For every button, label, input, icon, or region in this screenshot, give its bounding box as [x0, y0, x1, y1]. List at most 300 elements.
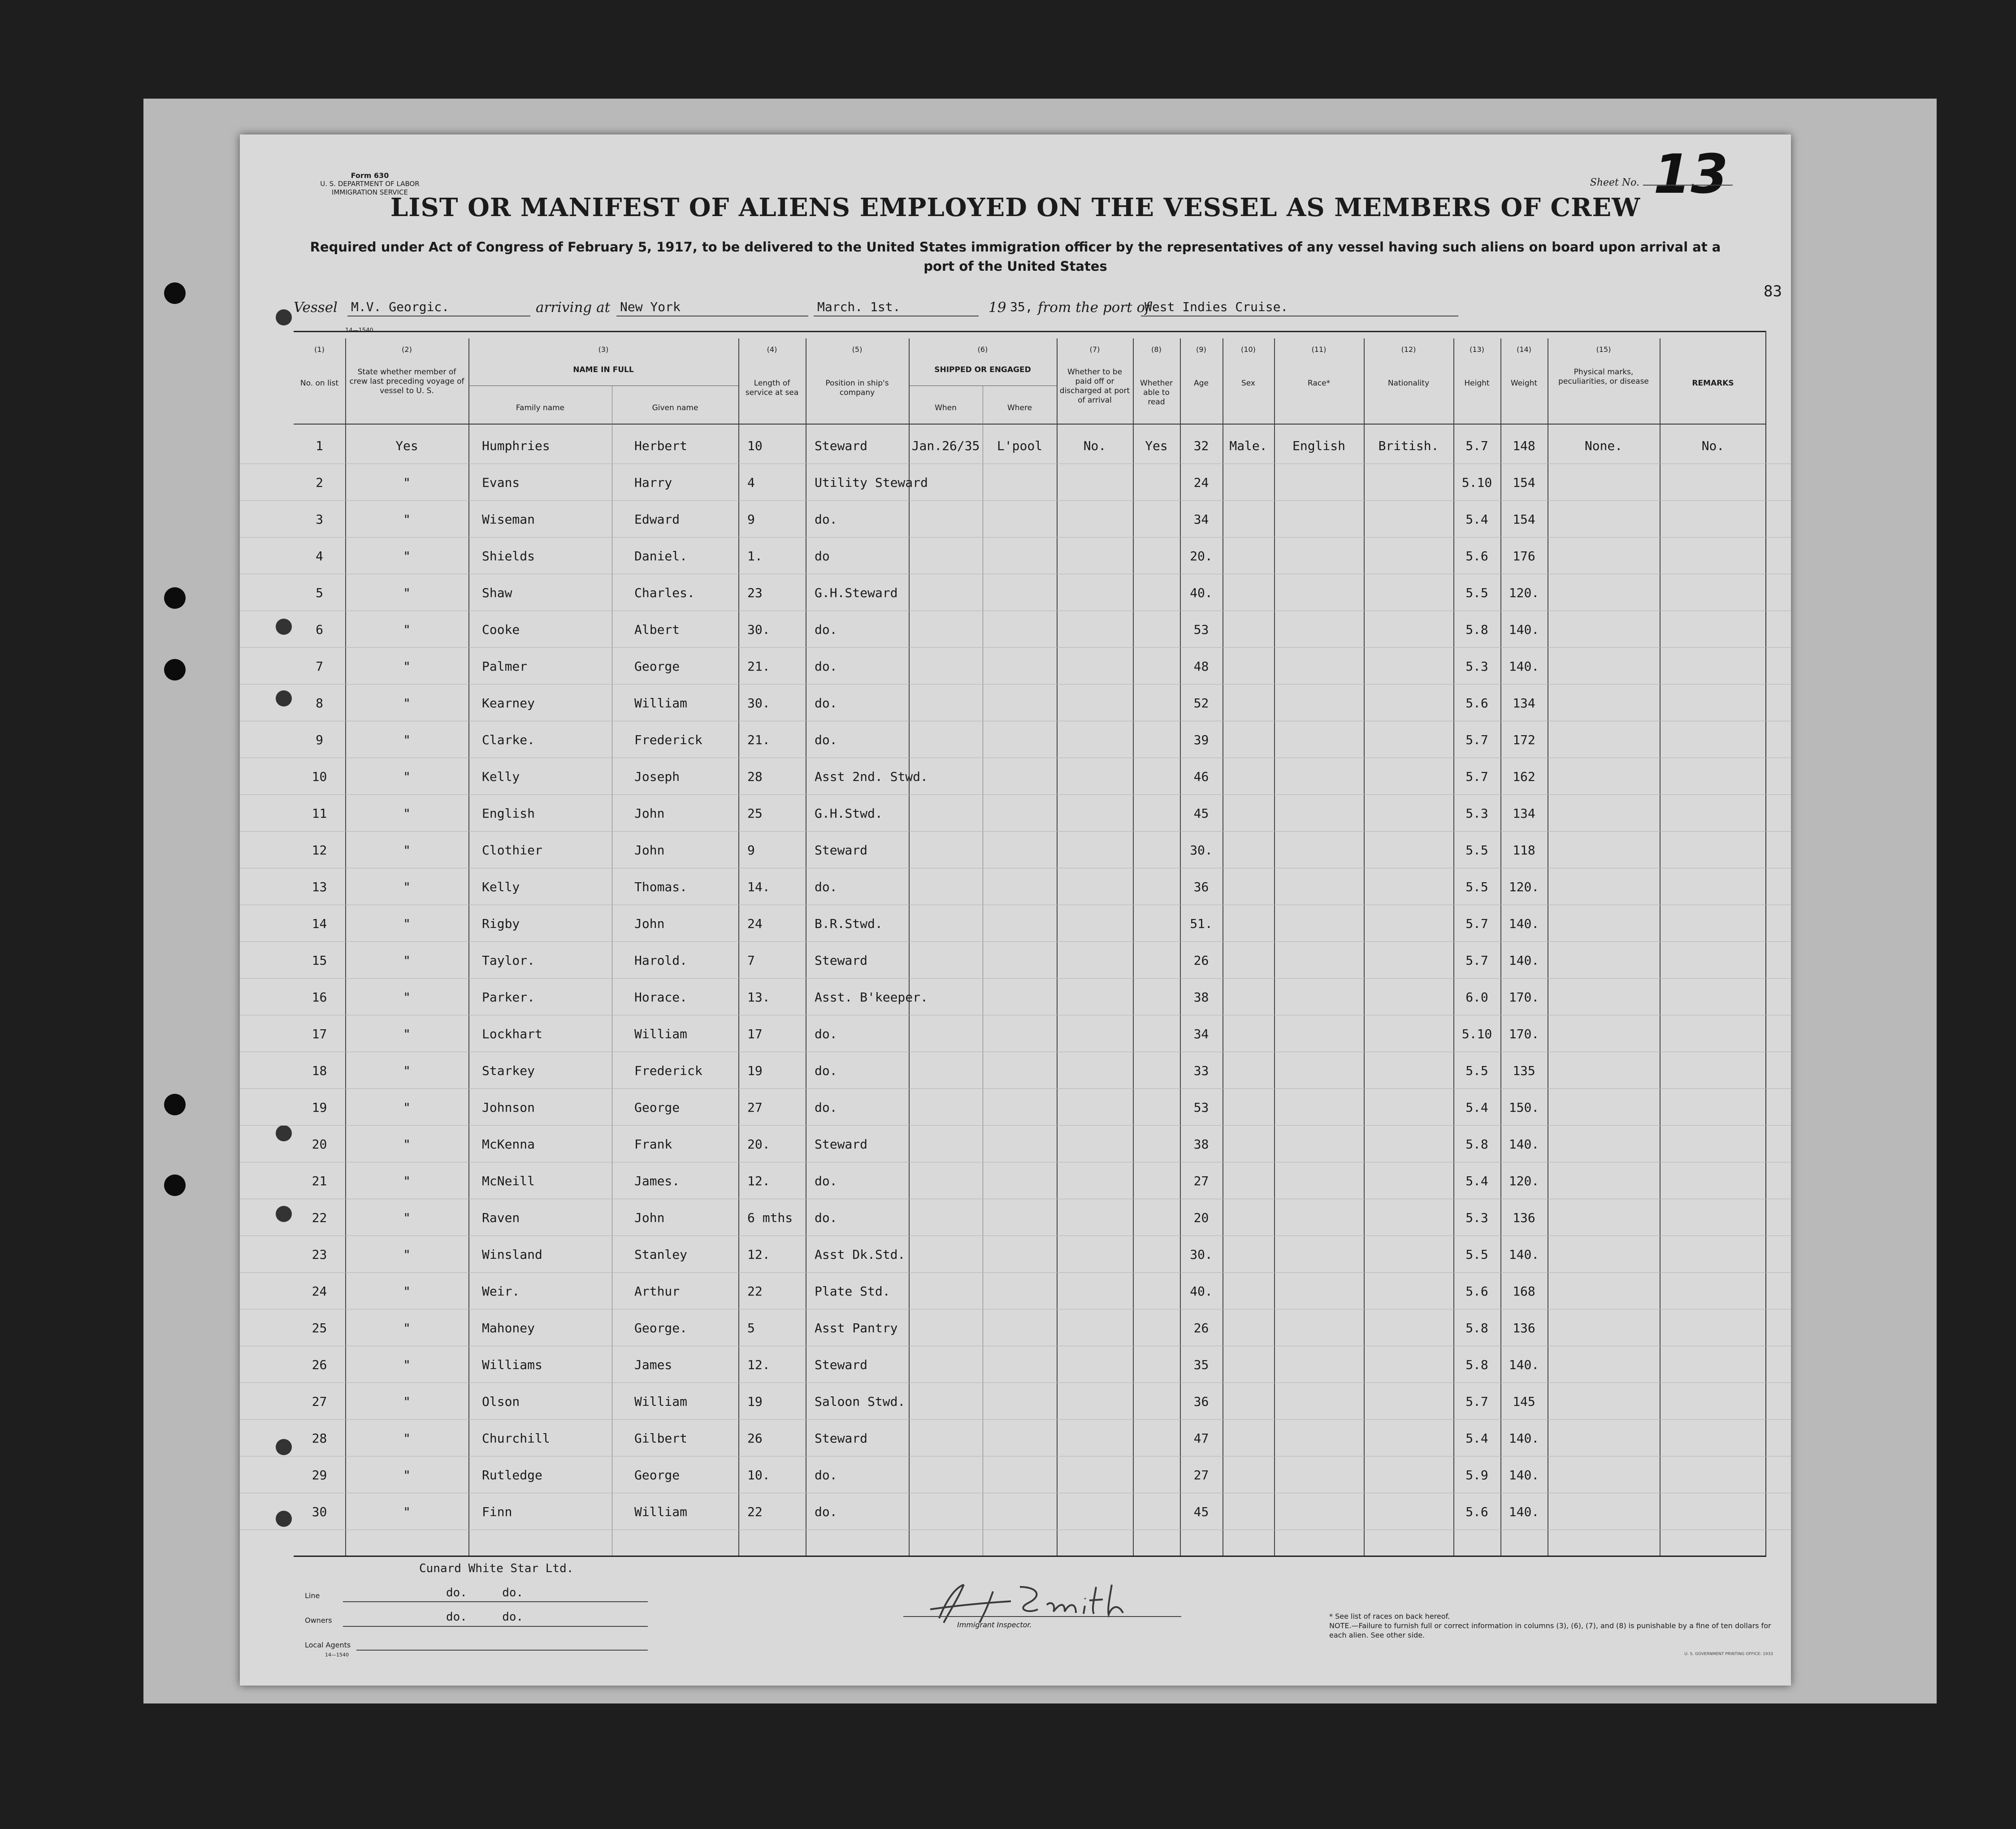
column-header: SHIPPED OR ENGAGED	[934, 365, 1031, 374]
cell-height: 5.7	[1465, 953, 1488, 968]
table-row	[240, 1019, 1791, 1052]
cell-height: 5.4	[1465, 1100, 1488, 1115]
cell-family: Mahoney	[482, 1321, 535, 1335]
cell-age: 27	[1193, 1174, 1209, 1188]
cell-service: 23	[747, 585, 763, 600]
punch-hole	[164, 1175, 186, 1196]
table-row	[240, 1349, 1791, 1383]
cell-given: Harry	[634, 475, 672, 490]
cell-prev: "	[403, 659, 411, 674]
cell-family: Shaw	[482, 585, 512, 600]
cell-family: Clarke.	[482, 732, 535, 747]
cell-age: 53	[1193, 1100, 1209, 1115]
table-row	[240, 1202, 1791, 1236]
column-subheader: Given name	[652, 403, 698, 412]
cell-height: 6.0	[1465, 990, 1488, 1005]
column-header: REMARKS	[1692, 379, 1734, 388]
cell-weight: 118	[1513, 843, 1535, 858]
cell-prev: "	[403, 806, 411, 821]
column-header: Position in ship's company	[825, 379, 889, 397]
sheet-number: 13	[1653, 143, 1728, 206]
cell-family: English	[482, 806, 535, 821]
table-row	[240, 614, 1791, 648]
table-row	[240, 724, 1791, 758]
cell-no: 21	[312, 1174, 327, 1188]
cell-position: Plate Std.	[815, 1284, 890, 1299]
cell-family: Johnson	[482, 1100, 535, 1115]
column-number: (10)	[1241, 345, 1256, 354]
cell-no: 22	[312, 1210, 327, 1225]
cell-weight: 140.	[1509, 622, 1539, 637]
cell-weight: 140.	[1509, 659, 1539, 674]
cell-no: 6	[316, 622, 323, 637]
cell-position: Utility Steward	[815, 475, 928, 490]
company-name: Cunard White Star Ltd.	[419, 1562, 574, 1575]
cell-family: Parker.	[482, 990, 535, 1005]
cell-service: 14.	[747, 880, 770, 894]
year-suffix: 35,	[1010, 299, 1033, 314]
cell-no: 11	[312, 806, 327, 821]
cell-position: Saloon Stwd.	[815, 1394, 906, 1409]
cell-weight: 120.	[1509, 880, 1539, 894]
cell-sex: Male.	[1229, 438, 1267, 453]
cell-height: 5.9	[1465, 1468, 1488, 1482]
cell-family: Kelly	[482, 880, 520, 894]
table-top-rule	[294, 331, 1766, 332]
cell-height: 5.7	[1465, 1394, 1488, 1409]
cell-no: 10	[312, 769, 327, 784]
cell-given: Herbert	[634, 438, 688, 453]
cell-age: 34	[1193, 1027, 1209, 1041]
cell-no: 23	[312, 1247, 327, 1262]
cell-height: 5.10	[1461, 1027, 1492, 1041]
cell-no: 29	[312, 1468, 327, 1482]
table-row	[240, 430, 1791, 464]
footnote-block	[1329, 1612, 1778, 1640]
cell-service: 28	[747, 769, 763, 784]
cell-family: Humphries	[482, 438, 550, 453]
inspector-rule	[903, 1616, 1181, 1617]
from-port: West Indies Cruise.	[1141, 299, 1458, 316]
cell-service: 1.	[747, 549, 763, 563]
cell-age: 32	[1193, 438, 1209, 453]
cell-service: 9	[747, 512, 755, 527]
cell-age: 33	[1193, 1063, 1209, 1078]
column-header: State whether member of crew last preceding voyage of vessel to U. S.	[349, 368, 464, 395]
cell-height: 5.4	[1465, 512, 1488, 527]
cell-prev: "	[403, 1100, 411, 1115]
cell-family: Williams	[482, 1357, 542, 1372]
cell-position: do.	[815, 1504, 837, 1519]
cell-prev: "	[403, 1504, 411, 1519]
cell-service: 12.	[747, 1247, 770, 1262]
table-row	[240, 761, 1791, 795]
cell-age: 24	[1193, 475, 1209, 490]
cell-no: 26	[312, 1357, 327, 1372]
cell-weight: 145	[1513, 1394, 1535, 1409]
cell-service: 24	[747, 916, 763, 931]
cell-service: 12.	[747, 1174, 770, 1188]
cell-prev: "	[403, 1247, 411, 1262]
cell-height: 5.8	[1465, 1357, 1488, 1372]
cell-height: 5.3	[1465, 659, 1488, 674]
cell-no: 2	[316, 475, 323, 490]
cell-no: 14	[312, 916, 327, 931]
cell-prev: "	[403, 1137, 411, 1152]
cell-weight: 150.	[1509, 1100, 1539, 1115]
cell-position: Steward	[815, 843, 868, 858]
cell-service: 19	[747, 1063, 763, 1078]
department-name: U. S. DEPARTMENT OF LABOR	[320, 180, 420, 188]
cell-where: L'pool	[997, 438, 1043, 453]
cell-prev: "	[403, 622, 411, 637]
table-row	[240, 1092, 1791, 1126]
cell-given: George	[634, 1468, 680, 1482]
cell-weight: 140.	[1509, 1468, 1539, 1482]
cell-no: 28	[312, 1431, 327, 1446]
cell-age: 39	[1193, 732, 1209, 747]
cell-service: 12.	[747, 1357, 770, 1372]
cell-no: 1	[316, 438, 323, 453]
cell-age: 45	[1193, 1504, 1209, 1519]
cell-position: Asst Dk.Std.	[815, 1247, 906, 1262]
column-number: (5)	[852, 345, 863, 354]
cell-no: 9	[316, 732, 323, 747]
cell-family: Shields	[482, 549, 535, 563]
cell-family: Winsland	[482, 1247, 542, 1262]
column-header: Age	[1194, 379, 1209, 388]
cell-weight: 136	[1513, 1321, 1535, 1335]
cell-no: 16	[312, 990, 327, 1005]
cell-weight: 120.	[1509, 585, 1539, 600]
arriving-port: New York	[616, 299, 808, 316]
cell-given: Stanley	[634, 1247, 688, 1262]
cell-position: do.	[815, 622, 837, 637]
cell-age: 26	[1193, 1321, 1209, 1335]
cell-family: Raven	[482, 1210, 520, 1225]
cell-family: Clothier	[482, 843, 542, 858]
cell-height: 5.5	[1465, 843, 1488, 858]
cell-family: Churchill	[482, 1431, 550, 1446]
cell-family: Kearney	[482, 696, 535, 711]
cell-service: 26	[747, 1431, 763, 1446]
cell-no: 8	[316, 696, 323, 711]
column-subheader: When	[935, 403, 957, 412]
cell-position: do	[815, 549, 830, 563]
punch-hole	[164, 587, 186, 609]
cell-weight: 140.	[1509, 916, 1539, 931]
cell-service: 10	[747, 438, 763, 453]
cell-prev: "	[403, 585, 411, 600]
cell-height: 5.5	[1465, 585, 1488, 600]
cell-service: 10.	[747, 1468, 770, 1482]
cell-weight: 134	[1513, 806, 1535, 821]
cell-weight: 140.	[1509, 1504, 1539, 1519]
cell-position: do.	[815, 732, 837, 747]
cell-service: 27	[747, 1100, 763, 1115]
cell-service: 20.	[747, 1137, 770, 1152]
cell-given: Edward	[634, 512, 680, 527]
line-label: Line	[305, 1591, 320, 1600]
cell-position: Steward	[815, 438, 868, 453]
cell-height: 5.8	[1465, 1137, 1488, 1152]
cell-given: Thomas.	[634, 880, 688, 894]
cell-position: Asst. B'keeper.	[815, 990, 928, 1005]
cell-weight: 170.	[1509, 990, 1539, 1005]
from-label: from the port of	[1038, 299, 1150, 316]
cell-no: 7	[316, 659, 323, 674]
cell-height: 5.5	[1465, 880, 1488, 894]
cell-prev: "	[403, 1431, 411, 1446]
table-row	[240, 1129, 1791, 1162]
cell-given: Daniel.	[634, 549, 688, 563]
column-number: (1)	[314, 345, 325, 354]
cell-height: 5.6	[1465, 549, 1488, 563]
sheet-label: Sheet No.	[1590, 177, 1639, 188]
cell-family: Evans	[482, 475, 520, 490]
cell-family: McNeill	[482, 1174, 535, 1188]
line-value: do. do.	[446, 1586, 524, 1599]
table-row	[240, 1166, 1791, 1199]
cell-given: James	[634, 1357, 672, 1372]
cell-height: 5.7	[1465, 916, 1488, 931]
cell-service: 22	[747, 1284, 763, 1299]
cell-age: 30.	[1190, 1247, 1213, 1262]
cell-family: Olson	[482, 1394, 520, 1409]
cell-paid: No.	[1083, 438, 1106, 453]
cell-weight: 168	[1513, 1284, 1535, 1299]
vessel-label: Vessel	[294, 299, 338, 316]
cell-position: do.	[815, 1174, 837, 1188]
table-row	[240, 835, 1791, 868]
cell-prev: "	[403, 549, 411, 563]
table-bottom-rule	[294, 1556, 1766, 1557]
arrival-date: March. 1st.	[814, 299, 979, 316]
cell-weight: 136	[1513, 1210, 1535, 1225]
column-number: (12)	[1401, 345, 1416, 354]
agents-rule	[356, 1650, 648, 1651]
cell-age: 53	[1193, 622, 1209, 637]
cell-race: English	[1292, 438, 1345, 453]
cell-prev: "	[403, 696, 411, 711]
cell-service: 13.	[747, 990, 770, 1005]
owners-label: Owners	[305, 1616, 332, 1625]
table-header-rule	[294, 424, 1766, 425]
column-header: Nationality	[1387, 379, 1430, 388]
manifest-page	[240, 134, 1791, 1686]
penalty-note: NOTE.—Failure to furnish full or correct information in columns (3), (6), (7), and (8) is punishable by a fine of ten dollars for each alien. See other side.	[1329, 1621, 1771, 1639]
cell-service: 30.	[747, 622, 770, 637]
cell-prev: "	[403, 880, 411, 894]
cell-given: William	[634, 1394, 688, 1409]
cell-no: 20	[312, 1137, 327, 1152]
form-number: Form 630	[351, 171, 389, 180]
column-number: (2)	[402, 345, 412, 354]
cell-height: 5.4	[1465, 1174, 1488, 1188]
cell-family: Palmer	[482, 659, 528, 674]
cell-age: 30.	[1190, 843, 1213, 858]
table-row	[240, 1423, 1791, 1456]
cell-given: William	[634, 696, 688, 711]
cell-no: 24	[312, 1284, 327, 1299]
column-number: (14)	[1517, 345, 1531, 354]
cell-position: do.	[815, 696, 837, 711]
cell-position: do.	[815, 1210, 837, 1225]
cell-given: Albert	[634, 622, 680, 637]
cell-no: 15	[312, 953, 327, 968]
cell-no: 19	[312, 1100, 327, 1115]
cell-position: do.	[815, 659, 837, 674]
cell-service: 30.	[747, 696, 770, 711]
cell-given: William	[634, 1504, 688, 1519]
column-header: Height	[1464, 379, 1490, 388]
cell-weight: 172	[1513, 732, 1535, 747]
cell-height: 5.5	[1465, 1247, 1488, 1262]
cell-position: do.	[815, 1100, 837, 1115]
cell-age: 40.	[1190, 1284, 1213, 1299]
table-row	[240, 1055, 1791, 1089]
cell-height: 5.8	[1465, 622, 1488, 637]
table-row	[240, 504, 1791, 537]
column-number: (15)	[1596, 345, 1611, 354]
cell-no: 4	[316, 549, 323, 563]
cell-age: 27	[1193, 1468, 1209, 1482]
cell-prev: Yes	[395, 438, 418, 453]
column-number: (9)	[1196, 345, 1206, 354]
cell-age: 38	[1193, 990, 1209, 1005]
cell-age: 35	[1193, 1357, 1209, 1372]
cell-given: Arthur	[634, 1284, 680, 1299]
cell-no: 25	[312, 1321, 327, 1335]
cell-service: 6 mths	[747, 1210, 793, 1225]
cell-family: Taylor.	[482, 953, 535, 968]
cell-age: 34	[1193, 512, 1209, 527]
cell-position: Asst Pantry	[815, 1321, 898, 1335]
cell-weight: 120.	[1509, 1174, 1539, 1188]
cell-family: Lockhart	[482, 1027, 542, 1041]
cell-family: Finn	[482, 1504, 512, 1519]
cell-weight: 140.	[1509, 1247, 1539, 1262]
cell-age: 38	[1193, 1137, 1209, 1152]
table-row	[240, 798, 1791, 832]
cell-service: 25	[747, 806, 763, 821]
column-header: Physical marks, peculiarities, or disease	[1558, 368, 1649, 386]
punch-hole	[164, 282, 186, 304]
cell-service: 5	[747, 1321, 755, 1335]
cell-given: Joseph	[634, 769, 680, 784]
table-row	[240, 871, 1791, 905]
cell-given: James.	[634, 1174, 680, 1188]
cell-height: 5.10	[1461, 475, 1492, 490]
cell-no: 18	[312, 1063, 327, 1078]
cell-read: Yes	[1145, 438, 1168, 453]
vessel-name: M.V. Georgic.	[347, 299, 530, 316]
cell-age: 20.	[1190, 549, 1213, 563]
cell-height: 5.6	[1465, 696, 1488, 711]
cell-service: 22	[747, 1504, 763, 1519]
column-header: Weight	[1510, 379, 1538, 388]
owners-value: do. do.	[446, 1610, 524, 1624]
cell-age: 48	[1193, 659, 1209, 674]
cell-family: Weir.	[482, 1284, 520, 1299]
cell-height: 5.7	[1465, 438, 1488, 453]
cell-height: 5.3	[1465, 806, 1488, 821]
cell-prev: "	[403, 475, 411, 490]
column-header: Race*	[1307, 379, 1331, 388]
cell-prev: "	[403, 953, 411, 968]
cell-weight: 140.	[1509, 953, 1539, 968]
cell-age: 52	[1193, 696, 1209, 711]
column-number: (3)	[598, 345, 609, 354]
table-row	[240, 1386, 1791, 1420]
cell-marks: None.	[1584, 438, 1623, 453]
cell-given: Gilbert	[634, 1431, 688, 1446]
column-subheader: Family name	[516, 403, 565, 412]
table-row	[240, 1239, 1791, 1273]
form-serial: 14—1540	[345, 327, 373, 334]
cell-age: 46	[1193, 769, 1209, 784]
cell-position: Steward	[815, 1357, 868, 1372]
cell-age: 36	[1193, 1394, 1209, 1409]
cell-height: 5.6	[1465, 1504, 1488, 1519]
cell-when: Jan.26/35	[911, 438, 980, 453]
cell-prev: "	[403, 916, 411, 931]
table-row	[240, 541, 1791, 574]
cell-prev: "	[403, 1357, 411, 1372]
column-header: NAME IN FULL	[573, 365, 634, 374]
cell-given: George	[634, 1100, 680, 1115]
cell-position: G.H.Stwd.	[815, 806, 883, 821]
table-row	[240, 1276, 1791, 1309]
cell-prev: "	[403, 1321, 411, 1335]
cell-prev: "	[403, 1468, 411, 1482]
cell-given: John	[634, 1210, 665, 1225]
line-rule	[343, 1601, 648, 1602]
table-row	[240, 1460, 1791, 1493]
cell-age: 36	[1193, 880, 1209, 894]
column-number: (13)	[1470, 345, 1484, 354]
cell-no: 27	[312, 1394, 327, 1409]
cell-height: 5.3	[1465, 1210, 1488, 1225]
column-number: (7)	[1089, 345, 1100, 354]
cell-age: 45	[1193, 806, 1209, 821]
cell-weight: 140.	[1509, 1357, 1539, 1372]
cell-family: Starkey	[482, 1063, 535, 1078]
cell-position: do.	[815, 880, 837, 894]
cell-weight: 170.	[1509, 1027, 1539, 1041]
table-row	[240, 688, 1791, 721]
cell-service: 17	[747, 1027, 763, 1041]
cell-weight: 134	[1513, 696, 1535, 711]
cell-weight: 154	[1513, 512, 1535, 527]
agents-label: Local Agents	[305, 1641, 351, 1649]
cell-position: Steward	[815, 953, 868, 968]
cell-height: 5.7	[1465, 769, 1488, 784]
cell-age: 47	[1193, 1431, 1209, 1446]
cell-weight: 162	[1513, 769, 1535, 784]
cell-given: John	[634, 843, 665, 858]
cell-given: Frederick	[634, 732, 702, 747]
cell-given: Frank	[634, 1137, 672, 1152]
cell-service: 4	[747, 475, 755, 490]
inspector-signature	[921, 1578, 1172, 1627]
cell-prev: "	[403, 512, 411, 527]
cell-position: do.	[815, 512, 837, 527]
cell-weight: 154	[1513, 475, 1535, 490]
page-title: LIST OR MANIFEST OF ALIENS EMPLOYED ON THE VESSEL AS MEMBERS OF CREW	[390, 193, 1641, 222]
cell-service: 9	[747, 843, 755, 858]
cell-family: Wiseman	[482, 512, 535, 527]
